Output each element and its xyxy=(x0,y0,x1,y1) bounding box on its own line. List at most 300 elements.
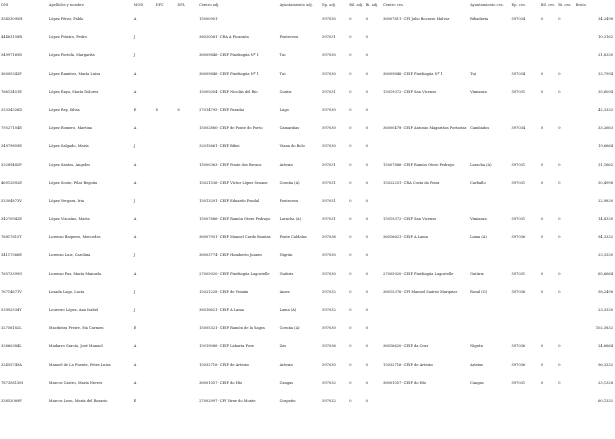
cell-ep-ces: 597034 xyxy=(511,17,526,21)
cell-ep-ces xyxy=(510,399,539,417)
cell-ep-adj: 597031 xyxy=(322,217,336,222)
cell-centro-adj: 27014795- CEIP Paradai xyxy=(199,107,244,112)
cell-bil-ces xyxy=(540,35,557,53)
cell-bruto: 10,3162 xyxy=(598,35,613,40)
header-dni: DNI xyxy=(1,3,9,7)
cell-bil-ces xyxy=(540,199,557,217)
cell-dni: 34979859E xyxy=(1,144,22,149)
cell-centro-adj: 15013291- CEIP Eduardo Pondal xyxy=(199,198,260,203)
cell-ayuntamiento-adj: Arteixo xyxy=(279,162,293,167)
cell-ep-adj: 597031 xyxy=(322,35,336,40)
cell-bi-ces: 0 xyxy=(558,17,561,21)
cell-ayuntamiento-adj: Cangas xyxy=(279,380,294,385)
cell-bil-adj: 0 xyxy=(349,144,352,149)
cell-centro-ces xyxy=(382,253,469,271)
cell-bi-ces: 0 xyxy=(558,380,561,385)
cell-apellidos-nombre: López Vizcaíno, Marta xyxy=(48,217,90,222)
cell-dpl xyxy=(176,35,198,53)
cell-centro-adj: 36016621- CEIP A Lama xyxy=(199,308,244,312)
cell-dpc xyxy=(155,290,177,308)
cell-bi-adj: 0 xyxy=(365,162,368,167)
cell-centro-ces xyxy=(382,399,469,417)
cell-bi-ces: 0 xyxy=(558,235,561,240)
cell-ep-ces: 597031 xyxy=(511,271,526,276)
table-row xyxy=(0,108,614,126)
cell-mod: A xyxy=(133,180,137,185)
cell-bi-adj: 0 xyxy=(365,89,368,94)
table-row xyxy=(0,90,614,108)
cell-mod: J xyxy=(133,253,136,258)
cell-bi-adj: 0 xyxy=(365,180,368,185)
header-centro-adj: Centro adj. xyxy=(199,3,220,7)
cell-bi-adj: 0 xyxy=(365,107,368,112)
cell-centro-ces xyxy=(382,308,469,326)
cell-centro-adj: 32015661- CEIP Bibei xyxy=(199,144,240,149)
header-bil-adj: Bil. adj. xyxy=(349,3,364,7)
cell-bil-ces xyxy=(540,53,557,71)
cell-ep-adj: 597032 xyxy=(322,308,336,312)
table-row xyxy=(0,272,614,290)
cell-bi-adj: 0 xyxy=(365,198,368,203)
header-bruto: Bruto xyxy=(575,3,586,7)
cell-centro-ces: 36001057- CEIP do Hío xyxy=(383,380,427,385)
cell-ep-adj: 597030 xyxy=(322,271,336,276)
cell-ep-adj: 597032 xyxy=(322,398,336,403)
cell-mod: A xyxy=(133,271,137,276)
cell-centro-adj: 27002997- CPI Virxe do Monte xyxy=(199,398,256,403)
cell-bil-adj: 0 xyxy=(349,289,352,294)
cell-centro-ces: 15019372- CEIP San Vicenzo xyxy=(383,217,437,222)
cell-bi-ces: 0 xyxy=(558,271,561,276)
cell-dpl xyxy=(176,144,198,162)
cell-dpc xyxy=(155,144,177,162)
cell-mod: E xyxy=(133,107,137,112)
cell-centro-adj: 36007951- CEIP Manuel Cardo Bouñas xyxy=(199,235,271,240)
cell-bil-adj: 0 xyxy=(349,107,352,112)
cell-mod: A xyxy=(133,235,137,240)
cell-ayuntamiento-ces: Ribadavia xyxy=(470,17,489,21)
cell-dpc xyxy=(155,344,177,362)
cell-centro-ces: 36000478- CEIP Antonio Magariños Portarias xyxy=(383,126,467,131)
cell-centro-adj: 36001057- CEIP do Hío xyxy=(199,380,243,385)
cell-ayuntamiento-adj: Ames xyxy=(279,289,290,294)
cell-bi-ces xyxy=(557,253,574,271)
cell-centro-adj: 15005054- CEIP Nicolás del Río xyxy=(199,89,258,94)
cell-apellidos-nombre: López Rey, Silvia xyxy=(48,107,80,112)
cell-dni: 53992534Y xyxy=(1,308,22,312)
cell-bil-adj: 0 xyxy=(349,53,352,58)
cell-centro-ces xyxy=(382,35,469,53)
cell-dpl xyxy=(176,199,198,217)
cell-dpl xyxy=(176,90,198,108)
cell-dpl xyxy=(176,363,198,381)
header-bi-ces: Bi. ces. xyxy=(558,3,572,7)
table-row xyxy=(0,381,614,399)
cell-ayuntamiento-ces xyxy=(469,35,510,53)
cell-ayuntamiento-adj: Coruña (A) xyxy=(279,180,300,185)
cell-bi-adj: 0 xyxy=(365,126,368,131)
cell-mod: A xyxy=(133,362,137,367)
cell-apellidos-nombre: López Romero, Martina xyxy=(48,126,93,131)
cell-bruto: 35,6094 xyxy=(598,89,613,94)
cell-ayuntamiento-adj: Ponte Caldelas xyxy=(279,235,307,240)
cell-bil-ces: 0 xyxy=(540,180,544,185)
cell-mod: E xyxy=(133,398,137,403)
cell-dpc xyxy=(155,308,177,326)
cell-ayuntamiento-ces: Laracha (A) xyxy=(470,162,492,167)
cell-dni: 79527104E xyxy=(1,126,22,131)
cell-dpl xyxy=(176,235,198,253)
cell-bruto: 33,2663 xyxy=(598,126,613,131)
cell-bi-ces: 0 xyxy=(558,217,561,222)
cell-ep-adj: 597030 xyxy=(322,326,336,331)
cell-bi-adj: 0 xyxy=(365,271,368,276)
cell-ep-adj: 597030 xyxy=(322,362,336,367)
cell-ep-adj: 597030 xyxy=(322,253,336,258)
cell-dpc xyxy=(155,126,177,144)
cell-bi-adj: 0 xyxy=(365,380,368,385)
cell-bil-ces: 0 xyxy=(540,17,544,21)
cell-ep-ces xyxy=(510,108,539,126)
cell-ayuntamiento-ces xyxy=(469,253,510,271)
cell-dni: 33334326D xyxy=(1,107,23,112)
cell-bi-ces xyxy=(557,326,574,344)
cell-ep-ces xyxy=(510,35,539,53)
cell-mod: A xyxy=(133,380,137,385)
cell-dpc xyxy=(155,72,177,90)
cell-ayuntamiento-ces: Vimianzo xyxy=(470,89,487,94)
cell-centro-ces: 36016621- CEIP A Lama xyxy=(383,235,428,240)
cell-ayuntamiento-ces xyxy=(469,399,510,417)
cell-apellidos-nombre: López Salgado, María xyxy=(48,144,89,149)
cell-dpl xyxy=(176,272,198,290)
cell-ayuntamiento-adj: Laracha (A) xyxy=(279,217,302,222)
cell-bruto: 65,6664 xyxy=(598,271,613,276)
cell-apellidos-nombre: López Santos, Ángeles xyxy=(48,162,91,167)
cell-dni: 36005343P xyxy=(1,71,22,76)
cell-ep-ces xyxy=(510,326,539,344)
cell-dpc xyxy=(155,90,177,108)
cell-mod: J xyxy=(133,308,136,312)
cell-bil-adj: 0 xyxy=(349,126,352,131)
cell-centro-ces: 15007886- CEIP Ramón Otero Pedrayo xyxy=(383,162,455,167)
cell-centro-ces: 36009846- CEIP Pinelingúa Nº 1 xyxy=(383,71,443,76)
cell-ayuntamiento-adj: Zas xyxy=(279,344,287,349)
cell-dpl xyxy=(176,217,198,235)
cell-bil-ces: 0 xyxy=(540,235,544,240)
cell-dni: 76714671V xyxy=(1,289,22,294)
cell-bil-adj: 0 xyxy=(349,71,352,76)
cell-bi-ces: 0 xyxy=(558,71,561,76)
cell-bi-adj: 0 xyxy=(365,362,368,367)
cell-bi-ces: 0 xyxy=(558,344,561,349)
cell-bil-adj: 0 xyxy=(349,217,352,222)
table-row xyxy=(0,163,614,181)
cell-bi-adj: 0 xyxy=(365,144,368,149)
cell-bil-ces: 0 xyxy=(540,71,544,76)
cell-bruto: 24,6664 xyxy=(598,344,613,349)
cell-bi-adj: 0 xyxy=(365,308,368,312)
cell-bil-adj: 0 xyxy=(349,35,352,40)
cell-ayuntamiento-ces xyxy=(469,53,510,71)
cell-centro-ces: 36015376- CPI Manuel Suárez Marquier xyxy=(383,289,458,294)
cell-centro-ces xyxy=(382,108,469,126)
cell-ayuntamiento-adj: Viana do Bolo xyxy=(279,144,305,149)
cell-bi-adj: 0 xyxy=(365,253,368,258)
cell-bil-adj: 0 xyxy=(349,326,352,331)
cell-centro-ces: 15032716- CEIP de Arteixo xyxy=(383,362,433,367)
cell-ayuntamiento-adj: Arteixo xyxy=(279,362,293,367)
cell-centro-ces xyxy=(382,326,469,344)
cell-mod: J xyxy=(133,289,136,294)
cell-apellidos-nombre: Lorenzo Paz, María Manuela xyxy=(48,271,102,276)
cell-centro-ces xyxy=(382,199,469,217)
cell-ep-adj: 597030 xyxy=(322,17,336,21)
cell-ayuntamiento-adj: Camariñas xyxy=(279,126,300,131)
cell-bil-ces xyxy=(540,108,557,126)
header-mod: MOD xyxy=(133,3,144,7)
cell-bruto: 23,3330 xyxy=(598,308,613,312)
cell-dpl xyxy=(176,17,198,35)
cell-ep-adj: 597030 xyxy=(322,53,336,58)
cell-ayuntamiento-ces: Carballo xyxy=(470,180,486,185)
cell-ayuntamiento-ces: Vimianzo xyxy=(470,217,487,222)
cell-apellidos-nombre: Marcos Leon, María del Rosario xyxy=(48,398,108,403)
cell-dni: 76817815T xyxy=(1,235,22,240)
table-row xyxy=(0,326,614,344)
cell-bil-adj: 0 xyxy=(349,398,352,403)
cell-centro-adj: 36009846- CEIP Pinelingúa Nº 1 xyxy=(199,71,259,76)
cell-ayuntamiento-adj: Tui xyxy=(279,53,286,58)
cell-apellidos-nombre: Lorenzo Baquero, Mercedes xyxy=(48,235,101,240)
table-row xyxy=(0,235,614,253)
cell-dpc: S xyxy=(155,107,159,112)
cell-centro-ces: 36016620- CEIP da Cruz xyxy=(383,344,429,349)
cell-bi-ces: 0 xyxy=(558,180,561,185)
cell-dpl xyxy=(176,381,198,399)
header-dpc: DPC xyxy=(155,3,164,7)
cell-dpl: S xyxy=(177,107,180,112)
table-row xyxy=(0,53,614,71)
cell-ayuntamiento-adj: Lama (A) xyxy=(279,308,297,312)
cell-bil-ces: 0 xyxy=(540,271,544,276)
cell-bil-adj: 0 xyxy=(349,180,352,185)
cell-bi-ces xyxy=(557,144,574,162)
cell-ayuntamiento-adj: Pontecesu xyxy=(279,35,299,40)
cell-bruto: 96,3332 xyxy=(598,362,613,367)
cell-ep-adj: 597030 xyxy=(322,71,336,76)
cell-ep-adj: 597036 xyxy=(322,344,336,349)
cell-dni: 34117566E xyxy=(1,253,22,258)
cell-dpc xyxy=(155,253,177,271)
cell-ep-adj: 597030 xyxy=(322,144,336,149)
cell-ayuntamiento-ces: Rosal (O) xyxy=(470,289,488,294)
cell-bruto: 23,1328 xyxy=(598,380,613,385)
cell-apellidos-nombre: López Vergara, Iria xyxy=(48,198,85,203)
cell-dni: 32455749A xyxy=(1,362,22,367)
cell-mod: J xyxy=(133,144,136,149)
cell-ep-ces xyxy=(510,53,539,71)
cell-dpc xyxy=(155,326,177,344)
cell-bil-adj: 0 xyxy=(349,308,352,312)
cell-apellidos-nombre: Macíñeira Freire, Ma Carmen xyxy=(48,326,104,331)
cell-ayuntamiento-adj: Tui xyxy=(279,71,286,76)
cell-ayuntamiento-ces: Nigrán xyxy=(470,344,483,349)
cell-apellidos-nombre: López Ramírez, María Luisa xyxy=(48,71,101,76)
header-bil-ces: Bil. ces. xyxy=(540,3,556,7)
cell-ayuntamiento-ces: Tui xyxy=(470,71,476,76)
cell-dni: 76613451E xyxy=(1,89,22,94)
table-row xyxy=(0,363,614,381)
cell-bi-adj: 0 xyxy=(365,289,368,294)
cell-centro-adj: 36003774- CEIP Humberto Juanes xyxy=(199,253,263,258)
cell-apellidos-nombre: Manoel de La Fuente, Petra Luisa xyxy=(48,362,111,367)
cell-apellidos-nombre: López Pérez, Pablo xyxy=(48,17,84,21)
cell-dpl xyxy=(176,253,198,271)
cell-centro-adj: 15021536- CEIP Víctor López Seoane xyxy=(199,180,268,185)
cell-centro-adj: 36009846- CEIP Pinelingúa Nº 1 xyxy=(199,53,259,58)
cell-bruto: 60,1332 xyxy=(598,398,613,403)
cell-bil-adj: 0 xyxy=(349,235,352,240)
cell-ep-adj: 597030 xyxy=(322,107,336,112)
cell-bruto: 33,7994 xyxy=(598,71,613,76)
cell-bruto: 94,3332 xyxy=(598,235,613,240)
cell-centro-ces: 36007811- CPI Julio Bocarro Malvar xyxy=(383,17,450,21)
header-ep-ces: Ep. ces. xyxy=(511,3,526,7)
header-dpl: DPL xyxy=(177,3,186,7)
cell-bi-ces: 0 xyxy=(558,89,561,94)
cell-dni: 33852089P xyxy=(1,398,22,403)
cell-bi-ces: 0 xyxy=(558,362,561,367)
cell-mod: A xyxy=(133,126,137,131)
cell-ayuntamiento-ces xyxy=(469,199,510,217)
cell-ayuntamiento-ces xyxy=(469,144,510,162)
cell-dpc xyxy=(155,35,177,53)
cell-ep-ces: 597036 xyxy=(511,289,526,294)
cell-centro-adj: 15019086- CEIP Labarta Pose xyxy=(199,344,254,349)
cell-bruto: 31,1662 xyxy=(598,162,613,167)
cell-ep-ces: 597031 xyxy=(511,89,526,94)
cell-bi-adj: 0 xyxy=(365,398,368,403)
cell-bil-ces: 0 xyxy=(540,344,544,349)
cell-mod: A xyxy=(133,89,137,94)
cell-bi-adj: 0 xyxy=(365,344,368,349)
cell-ep-adj: 597032 xyxy=(322,380,336,385)
cell-ep-ces xyxy=(510,308,539,326)
cell-bi-ces xyxy=(557,399,574,417)
cell-dpc xyxy=(155,163,177,181)
cell-apellidos-nombre: Madarro García, José Manuel xyxy=(48,344,103,349)
cell-ayuntamiento-adj: Cuntis xyxy=(279,89,292,94)
cell-dpl xyxy=(176,72,198,90)
cell-bruto: 102,3832 xyxy=(595,326,613,331)
cell-dpc xyxy=(155,199,177,217)
cell-bruto: 34,2498 xyxy=(598,17,613,21)
cell-dpl xyxy=(176,326,198,344)
cell-apellidos-nombre: Loureiro López, Ana Isabel xyxy=(48,308,99,312)
table-row xyxy=(0,144,614,162)
cell-ayuntamiento-adj: Cospeito xyxy=(279,398,296,403)
cell-centro-adj: 36020081- CRA A Picaraña xyxy=(199,35,249,40)
cell-ep-ces: 597031 xyxy=(511,180,526,185)
cell-bil-adj: 0 xyxy=(349,162,352,167)
cell-bi-ces: 0 xyxy=(558,289,561,294)
cell-bil-ces: 0 xyxy=(540,126,544,131)
cell-ayuntamiento-ces: Guitiriz xyxy=(470,271,484,276)
cell-bi-ces xyxy=(557,199,574,217)
cell-dpl xyxy=(176,181,198,199)
cell-mod: J xyxy=(133,35,136,40)
cell-dpc xyxy=(155,399,177,417)
cell-bruto: 22,9830 xyxy=(598,198,613,203)
table-row xyxy=(0,253,614,271)
cell-dni: 34270942E xyxy=(1,217,22,222)
table-header-row xyxy=(0,2,614,17)
cell-mod: A xyxy=(133,17,137,21)
cell-dni: 76573399G xyxy=(1,271,23,276)
cell-dpc xyxy=(155,363,177,381)
cell-bi-ces xyxy=(557,108,574,126)
cell-bi-adj: 0 xyxy=(365,235,368,240)
cell-ep-adj: 597036 xyxy=(322,235,336,240)
cell-dpl xyxy=(176,399,198,417)
header-centro-ces: Centro ces. xyxy=(383,3,404,7)
cell-bil-adj: 0 xyxy=(349,362,352,367)
cell-ep-adj: 597031 xyxy=(322,89,336,94)
cell-ep-ces: 597031 xyxy=(511,162,526,167)
cell-bi-adj: 0 xyxy=(365,71,368,76)
cell-ayuntamiento-ces: Cambados xyxy=(470,126,490,131)
cell-dpl xyxy=(176,126,198,144)
cell-centro-adj: 15021228- CEIP de Vimián xyxy=(199,289,249,294)
cell-bil-adj: 0 xyxy=(349,271,352,276)
cell-bruto: 21,6330 xyxy=(598,53,613,58)
cell-mod: A xyxy=(133,217,137,222)
cell-ayuntamiento-ces xyxy=(469,326,510,344)
cell-dni: 53304873V xyxy=(1,198,22,203)
table-row xyxy=(0,181,614,199)
cell-bruto: 14,8330 xyxy=(598,217,613,222)
cell-apellidos-nombre: Marcos Castro, María Nieves xyxy=(48,380,103,385)
cell-centro-adj: 15005321- CEIP Ramón de la Sagra xyxy=(199,326,265,331)
cell-bil-ces xyxy=(540,326,557,344)
header-ayuntamiento-ces: Ayuntamiento ces. xyxy=(470,3,504,7)
cell-centro-adj: 15007886- CEIP Ramón Otero Pedrayo xyxy=(199,217,271,222)
cell-bil-ces: 0 xyxy=(540,362,544,367)
cell-ep-ces: 597036 xyxy=(511,344,526,349)
cell-centro-adj: 15032716- CEIP de Arteixo xyxy=(199,362,249,367)
cell-apellidos-nombre: López Raya, María Dolores xyxy=(48,89,99,94)
cell-bil-ces xyxy=(540,308,557,326)
cell-bruto: 42,3333 xyxy=(598,107,613,112)
cell-bil-ces: 0 xyxy=(540,380,544,385)
cell-bil-ces: 0 xyxy=(540,217,544,222)
cell-apellidos-nombre: Losada Lago, Lucía xyxy=(48,289,85,294)
cell-dpc xyxy=(155,17,177,35)
cell-ayuntamiento-ces xyxy=(469,108,510,126)
cell-ayuntamiento-adj: Pontecesu xyxy=(279,198,299,203)
cell-ep-ces: 597036 xyxy=(511,362,526,367)
header-ep-adj: Ep. adj. xyxy=(322,3,337,7)
cell-centro-ces: 15019372- CEIP San Vicenzo xyxy=(383,89,437,94)
cell-dni: 32660384L xyxy=(1,344,22,349)
cell-dpl xyxy=(176,308,198,326)
table-row xyxy=(0,126,614,144)
adjudicaciones-table xyxy=(0,2,614,417)
cell-bil-adj: 0 xyxy=(349,344,352,349)
cell-ep-ces: 597036 xyxy=(511,235,526,240)
cell-dpc xyxy=(155,181,177,199)
